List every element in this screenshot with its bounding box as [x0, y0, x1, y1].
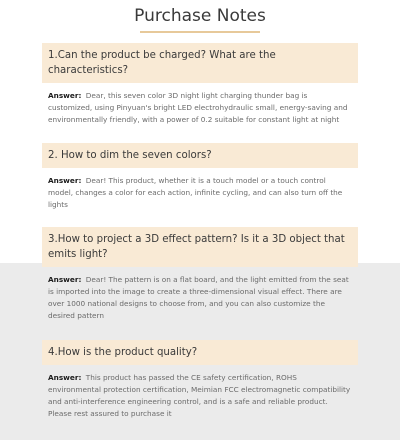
faq-item-1 — [42, 43, 358, 126]
faq-answer-text-1: Dear, this seven color 3D night light charging thunder bag is customized, using Pinyuan's bright LED electrohydraulic small, energy-saving and environmentally friendly, with a power of 0.2 suitable for constant light at night — [48, 91, 348, 124]
page-title: Purchase Notes — [134, 6, 266, 26]
answer-label: Answer: — [48, 275, 82, 284]
faq-answer-text-2: Dear! This product, whether it is a touch model or a touch control model, changes a color for each action, infinite cycling, and can also turn off the lights — [48, 176, 343, 209]
faq-answer-3 — [42, 274, 358, 322]
faq-answer-2 — [42, 175, 358, 211]
faq-question-4: 4.How is the product quality? — [42, 340, 358, 365]
answer-label: Answer: — [48, 373, 82, 382]
answer-label: Answer: — [48, 176, 82, 185]
faq-item-3 — [42, 227, 358, 322]
faq-question-2: 2. How to dim the seven colors? — [42, 143, 358, 168]
faq-answer-1 — [42, 90, 358, 126]
faq-answer-4 — [42, 372, 358, 420]
faq-answer-text-4: This product has passed the CE safety certification, ROHS environmental protection certification, Meimian FCC electromagnetic compatibility and anti-interference engineering control, and is a safe and reliable product. Please rest assured to purchase it — [48, 373, 351, 418]
faq-answer-text-3: Dear! The pattern is on a flat board, and the light emitted from the seat is imported into the image to create a three-dimensional visual effect. There are over 1000 national designs to choose from, and you can also customize the desired pattern — [48, 275, 349, 320]
answer-label: Answer: — [48, 91, 82, 100]
faq-question-1: 1.Can the product be charged? What are the characteristics? — [42, 43, 358, 83]
faq-item-4 — [42, 340, 358, 420]
title-underline — [140, 31, 260, 33]
faq-item-2 — [42, 143, 358, 211]
faq-question-3: 3.How to project a 3D effect pattern? Is it a 3D object that emits light? — [42, 227, 358, 267]
